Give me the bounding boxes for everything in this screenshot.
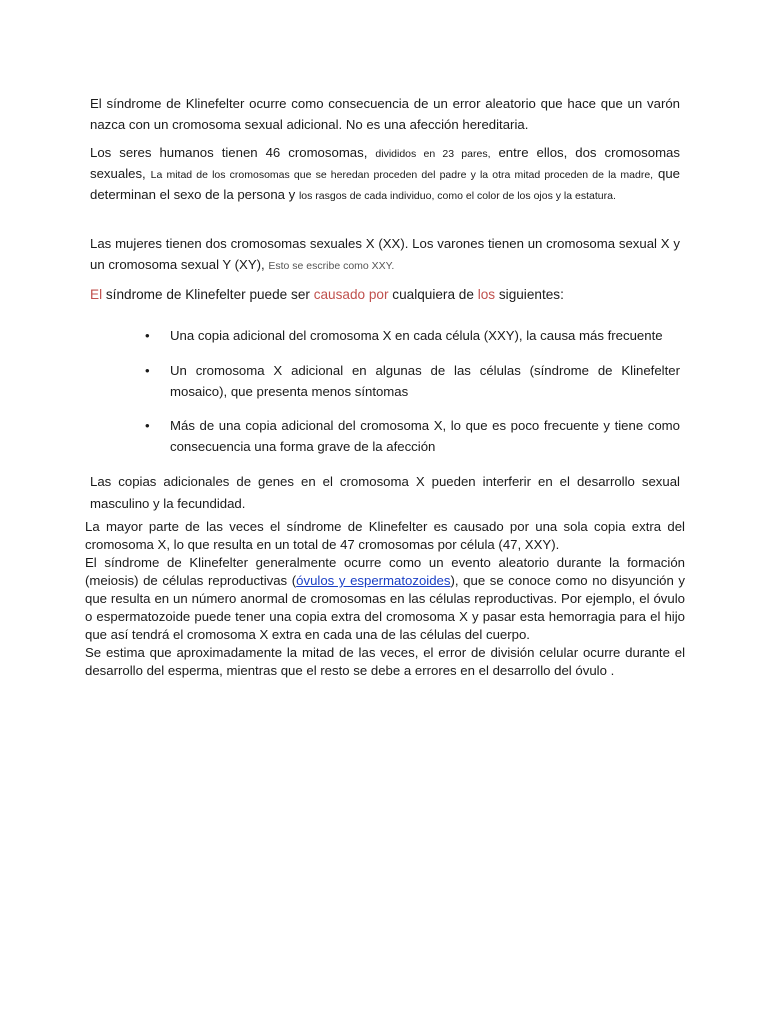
highlight-el: El — [90, 287, 103, 302]
paragraph-most-cases: La mayor parte de las veces el síndrome de Klinefelter es causado por una sola copia extra del cromosoma X, lo que resulta en un total de 47 cromosomas por célula (47, XXY). — [85, 519, 685, 552]
paragraph-meiosis — [85, 554, 685, 644]
list-item-text: Una copia adicional del cromosoma X en cada célula (XXY), la causa más frecuente — [170, 328, 663, 343]
paragraph-extra-copies: Las copias adicionales de genes en el cromosoma X pueden interferir en el desarrollo sexual masculino y la fecundidad. — [90, 474, 680, 511]
text-segment: ), que se conoce como no disyunción y que resulta en un número anormal de cromosomas en las células reproductivas. Por ejemplo, el óvulo o espermatozoide puede tener una copia extra del cromosoma X y pasar esta hemorragia para el hijo que así tendrá el cromosoma X extra en cada una de las células del cuerpo. — [85, 573, 686, 642]
list-item — [145, 360, 680, 402]
paragraph-sex-chromosomes — [90, 233, 680, 277]
text-segment: Las mujeres tienen dos cromosomas sexuales X (XX). Los varones tienen un cromosoma sexual X y un cromosoma sexual Y (XY), — [90, 236, 680, 272]
text-segment: Los seres humanos tienen 46 cromosomas, — [90, 145, 368, 160]
body-section — [85, 518, 685, 680]
text-segment-small: divididos en 23 pares, — [375, 148, 491, 160]
text-segment: que determinan el sexo de la persona y — [90, 166, 681, 202]
gametes-link[interactable]: óvulos y espermatozoides — [296, 573, 451, 588]
highlight-los: los — [477, 287, 496, 302]
text-segment: El síndrome de Klinefelter generalmente ocurre como un evento aleatorio durante la formación (meiosis) de células reproductivas ( — [85, 555, 685, 588]
text-segment: entre ellos, dos cromosomas sexuales, — [90, 145, 680, 181]
bullet-icon: • — [145, 418, 150, 433]
paragraph-intro: El síndrome de Klinefelter ocurre como consecuencia de un error aleatorio que hace que un varón nazca con un cromosoma sexual adicional. No es una afección hereditaria. — [90, 96, 680, 132]
paragraph-estimate: Se estima que aproximadamente la mitad de las veces, el error de división celular ocurre durante el desarrollo del esperma, mientras que el resto se debe a errores en el desarrollo del óvulo . — [85, 645, 685, 678]
highlight-causado: causado por — [313, 287, 389, 302]
paragraph-causes-heading — [90, 284, 680, 305]
list-item — [145, 415, 680, 457]
text-segment: síndrome de Klinefelter puede ser — [105, 287, 310, 302]
list-item-text: Un cromosoma X adicional en algunas de las células (síndrome de Klinefelter mosaico), que presenta menos síntomas — [170, 363, 680, 399]
bullet-icon: • — [145, 363, 150, 378]
causes-list — [145, 325, 680, 457]
text-segment: siguientes: — [498, 287, 564, 302]
bullet-icon: • — [145, 328, 150, 343]
paragraph-chromosomes — [90, 143, 680, 206]
list-item-text: Más de una copia adicional del cromosoma X, lo que es poco frecuente y tiene como consecuencia una forma grave de la afección — [170, 418, 680, 454]
text-segment-small: La mitad de los cromosomas que se heredan proceden del padre y la otra mitad proceden de la madre, — [150, 169, 654, 181]
text-segment-small: los rasgos de cada individuo, como el color de los ojos y la estatura. — [298, 190, 616, 202]
text-segment: cualquiera de — [392, 287, 474, 302]
list-item — [145, 325, 680, 346]
text-note: Esto se escribe como XXY. — [268, 260, 395, 272]
